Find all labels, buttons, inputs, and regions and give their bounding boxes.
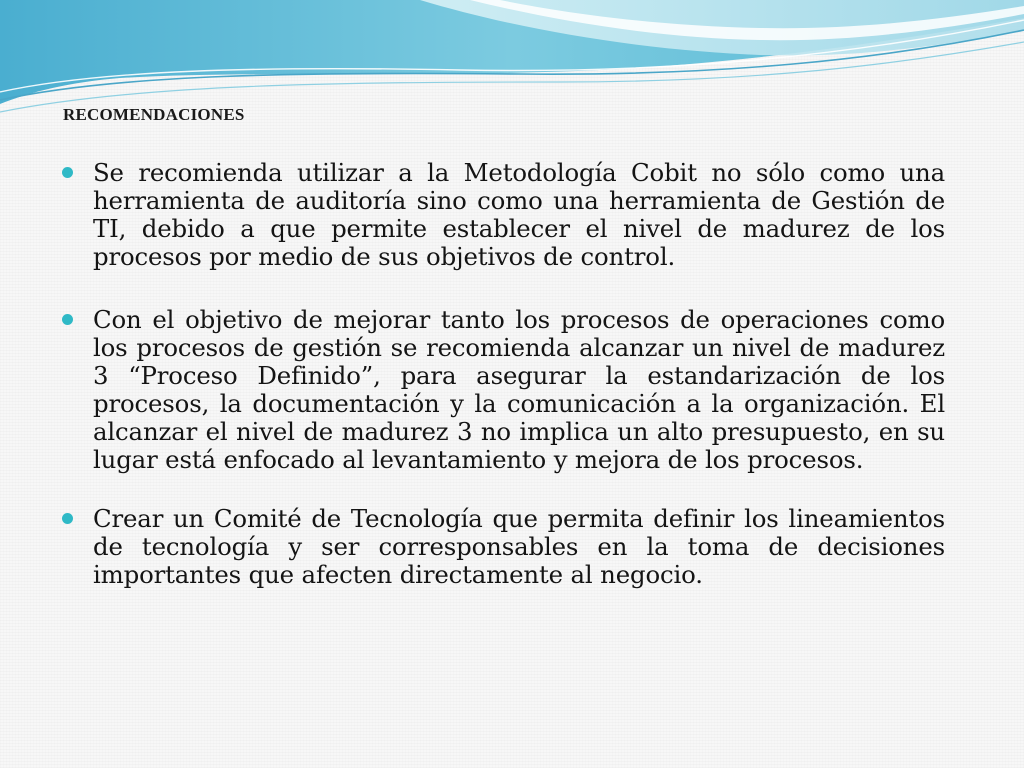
bullet-text: Se recomienda utilizar a la Metodología Cobit no sólo como una herramienta de auditoría sino como una herramienta de Gestión de TI, debido a que permite establecer el nivel de madurez de los procesos por medio de sus objetivos de control. <box>93 158 945 271</box>
bullet-text: Crear un Comité de Tecnología que permita definir los lineamientos de tecnología y ser corresponsables en la toma de decisiones importantes que afecten directamente al negocio. <box>93 504 945 589</box>
bullet-item <box>60 306 950 474</box>
bullet-item <box>60 505 950 589</box>
slide-title: RECOMENDACIONES <box>63 105 245 124</box>
bullet-icon <box>62 167 73 178</box>
bullet-icon <box>62 314 73 325</box>
bullet-icon <box>62 513 73 524</box>
bullet-item <box>60 159 950 271</box>
bullet-text: Con el objetivo de mejorar tanto los procesos de operaciones como los procesos de gestión se recomienda alcanzar un nivel de madurez 3 “Proceso Definido”, para asegurar la estandarización de los procesos, la documentación y la comunicación a la organización. El alcanzar el nivel de madurez 3 no implica un alto presupuesto, en su lugar está enfocado al levantamiento y mejora de los procesos. <box>93 305 945 474</box>
